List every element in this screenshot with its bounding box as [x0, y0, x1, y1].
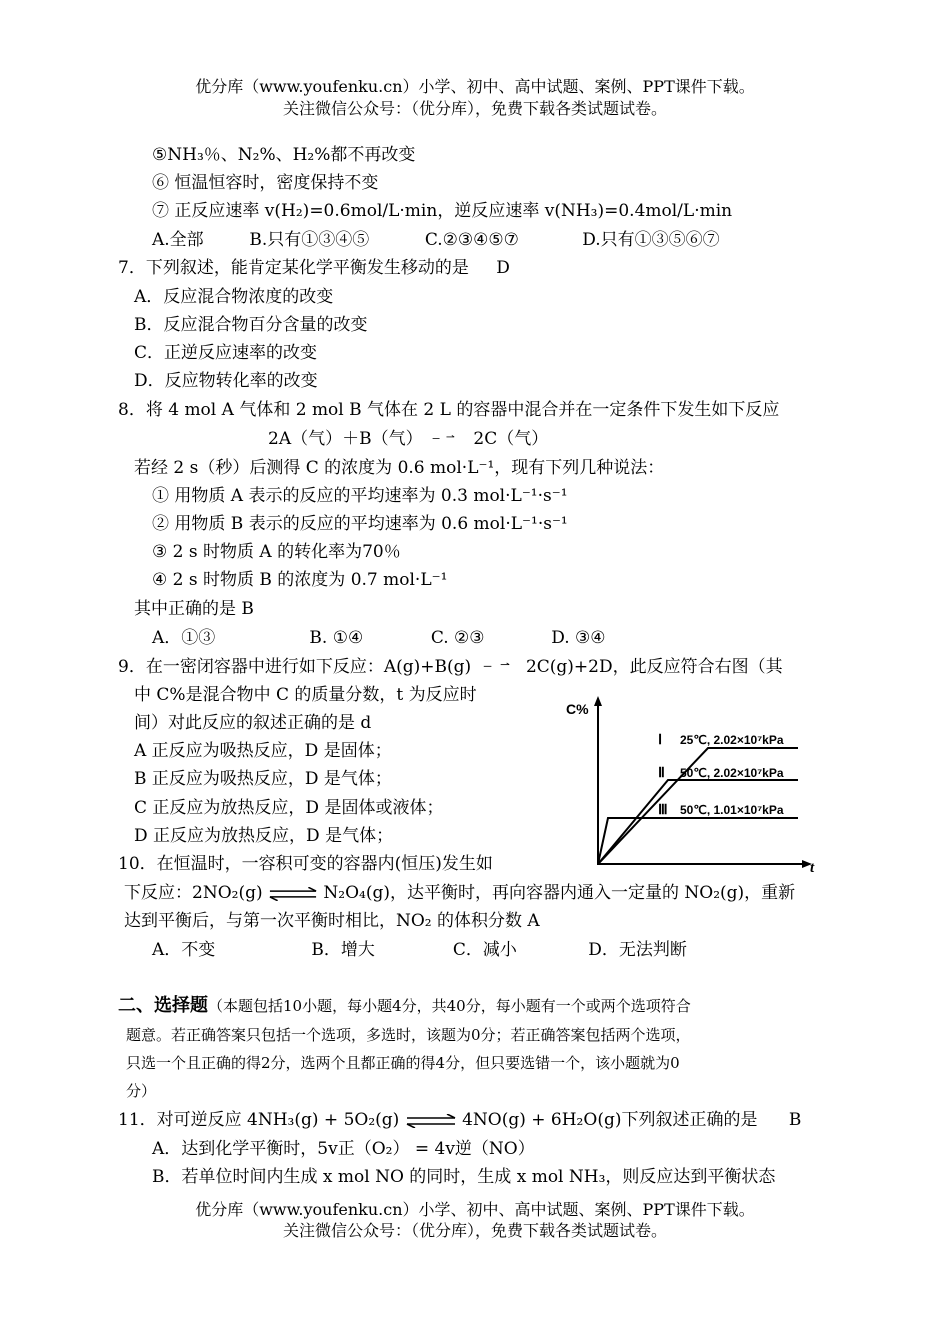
- q11-option-a: A．达到化学平衡时，5v正（O₂） = 4v逆（NO）: [152, 1139, 535, 1159]
- q8-statement-4: ④ 2 s 时物质 B 的浓度为 0.7 mol·L⁻¹: [152, 570, 448, 590]
- q9-stem-2: 中 C%是混合物中 C 的质量分数，t 为反应时: [134, 685, 477, 705]
- q8-condition: 若经 2 s（秒）后测得 C 的浓度为 0.6 mol·L⁻¹，现有下列几种说法：: [134, 458, 665, 478]
- q8-eq-left: 2A（气）＋B（气）: [268, 429, 423, 449]
- reversible-arrow-icon: [428, 433, 468, 447]
- q7-option-a: A．反应混合物浓度的改变: [134, 287, 334, 307]
- q6-item5: ⑤NH₃％、N₂%、H₂%都不再改变: [152, 145, 416, 165]
- q7-stem-text: 7．下列叙述，能肯定某化学平衡发生移动的是: [118, 258, 469, 278]
- q10-stem-1: 10．在恒温时，一容积可变的容器内(恒压)发生如: [118, 854, 493, 874]
- q10-option-a: A．不变: [152, 940, 216, 960]
- q8-which-correct: 其中正确的是 B: [134, 599, 254, 619]
- q11-stem-b: 4NO(g) + 6H₂O(g)下列叙述正确的是: [462, 1110, 758, 1130]
- q10-option-d: D．无法判断: [588, 940, 687, 960]
- q8-option-d: D. ③④: [551, 628, 606, 648]
- q8-stem: 8．将 4 mol A 气体和 2 mol B 气体在 2 L 的容器中混合并在一定条件下发生如下反应: [118, 400, 780, 420]
- q7-answer: D: [496, 258, 510, 278]
- q7-stem: [118, 257, 510, 279]
- q6-item6: ⑥ 恒温恒容时，密度保持不变: [152, 173, 379, 193]
- page-footer-line2: 关注微信公众号：（优分库），免费下载各类试题试卷。: [282, 1221, 667, 1240]
- q6-option-b: B.只有①③④⑤: [249, 230, 370, 250]
- q10-option-c: C．减小: [452, 940, 517, 960]
- q10-option-b: B．增大: [311, 940, 375, 960]
- q8-statement-1: ① 用物质 A 表示的反应的平均速率为 0.3 mol·L⁻¹·s⁻¹: [152, 486, 568, 506]
- equilibrium-arrow-icon: [268, 887, 318, 901]
- reversible-arrow-icon: [477, 661, 521, 675]
- q8-eq-right: 2C（气）: [473, 429, 549, 449]
- q9-option-c: C 正反应为放热反应，D 是固体或液体；: [134, 798, 444, 818]
- q9-stem-3: 间）对此反应的叙述正确的是 d: [134, 713, 372, 733]
- section2-desc-2: 题意。若正确答案只包括一个选项，多选时，该题为0分；若正确答案包括两个选项，: [126, 1026, 691, 1044]
- q8-statement-3: ③ 2 s 时物质 A 的转化率为70％: [152, 542, 401, 562]
- series-III-line: [598, 818, 798, 864]
- q9-stem-1: [118, 656, 783, 678]
- q8-equation: [268, 428, 548, 450]
- q10-stem-2b: N₂O₄(g)，达平衡时，再向容器内通入一定量的 NO₂(g)，重新: [323, 883, 796, 903]
- x-axis-label: t: [810, 860, 815, 876]
- q6-option-c: C.②③④⑤⑦: [424, 230, 519, 250]
- series-II-numeral: Ⅱ: [658, 766, 665, 781]
- q9-option-d: D 正反应为放热反应，D 是气体；: [134, 826, 394, 846]
- section2-heading: [118, 995, 691, 1017]
- y-axis-arrow: [594, 696, 602, 706]
- q8-options: [152, 627, 606, 649]
- q6-option-a: A.全部: [152, 230, 204, 250]
- q7-option-c: C．正逆反应速率的改变: [134, 343, 318, 363]
- q6-option-d: D.只有①③⑤⑥⑦: [582, 230, 720, 250]
- q8-option-c: C. ②③: [430, 628, 485, 648]
- q10-options: [152, 939, 687, 961]
- q7-option-b: B．反应混合物百分含量的改变: [134, 315, 368, 335]
- q11-option-b: B．若单位时间内生成 x mol NO 的同时，生成 x mol NH₃，则反应达到平衡状态: [152, 1167, 776, 1187]
- page-header-line1: 优分库（www.youfenku.cn）小学、初中、高中试题、案例、PPT课件下载。: [195, 77, 755, 96]
- q7-option-d: D．反应物转化率的改变: [134, 371, 318, 391]
- q10-stem-3: 达到平衡后，与第一次平衡时相比，NO₂ 的体积分数 A: [124, 911, 540, 931]
- q6-options: [152, 229, 720, 251]
- series-III-numeral: Ⅲ: [658, 803, 668, 818]
- series-III-label: 50℃, 1.01×10⁷kPa: [680, 803, 784, 817]
- equilibrium-arrow-icon: [405, 1114, 457, 1128]
- series-II-label: 50℃, 2.02×10⁷kPa: [680, 766, 784, 780]
- q11-answer: B: [788, 1110, 802, 1130]
- page-footer-line1: 优分库（www.youfenku.cn）小学、初中、高中试题、案例、PPT课件下载。: [195, 1200, 755, 1219]
- q9-option-b: B 正反应为吸热反应，D 是气体；: [134, 769, 392, 789]
- q10-stem-2: [124, 882, 795, 904]
- section2-desc-3: 只选一个且正确的得2分，选两个且都正确的得4分，但只要选错一个，该小题就为0: [126, 1054, 680, 1072]
- y-axis-label: C%: [566, 701, 589, 717]
- section2-title: 二、选择题: [118, 995, 208, 1016]
- page-header-line2: 关注微信公众号：（优分库），免费下载各类试题试卷。: [282, 99, 667, 118]
- series-II-line: [598, 780, 798, 864]
- q6-item7: ⑦ 正反应速率 v(H₂)=0.6mol/L·min，逆反应速率 v(NH₃)=0.4mol/L·min: [152, 201, 733, 221]
- series-I-label: 25℃, 2.02×10⁷kPa: [680, 733, 784, 747]
- q11-stem-a: 11．对可逆反应 4NH₃(g) + 5O₂(g): [118, 1110, 400, 1130]
- q9-stem-a: 9．在一密闭容器中进行如下反应：A(g)+B(g): [118, 657, 472, 677]
- q8-statement-2: ② 用物质 B 表示的反应的平均速率为 0.6 mol·L⁻¹·s⁻¹: [152, 514, 568, 534]
- q9-chart: [560, 690, 820, 880]
- section2-desc-1: （本题包括10小题，每小题4分，共40分，每小题有一个或两个选项符合: [208, 997, 691, 1015]
- q10-stem-2a: 下反应：2NO₂(g): [124, 883, 263, 903]
- q11-stem: [118, 1109, 801, 1131]
- q9-option-a: A 正反应为吸热反应，D 是固体；: [134, 741, 392, 761]
- q8-option-b: B. ①④: [309, 628, 364, 648]
- series-I-numeral: Ⅰ: [658, 733, 663, 748]
- q9-stem-b: 2C(g)+2D，此反应符合右图（其: [525, 657, 783, 677]
- q8-option-a: A．①③: [152, 628, 216, 648]
- section2-desc-4: 分）: [126, 1082, 157, 1100]
